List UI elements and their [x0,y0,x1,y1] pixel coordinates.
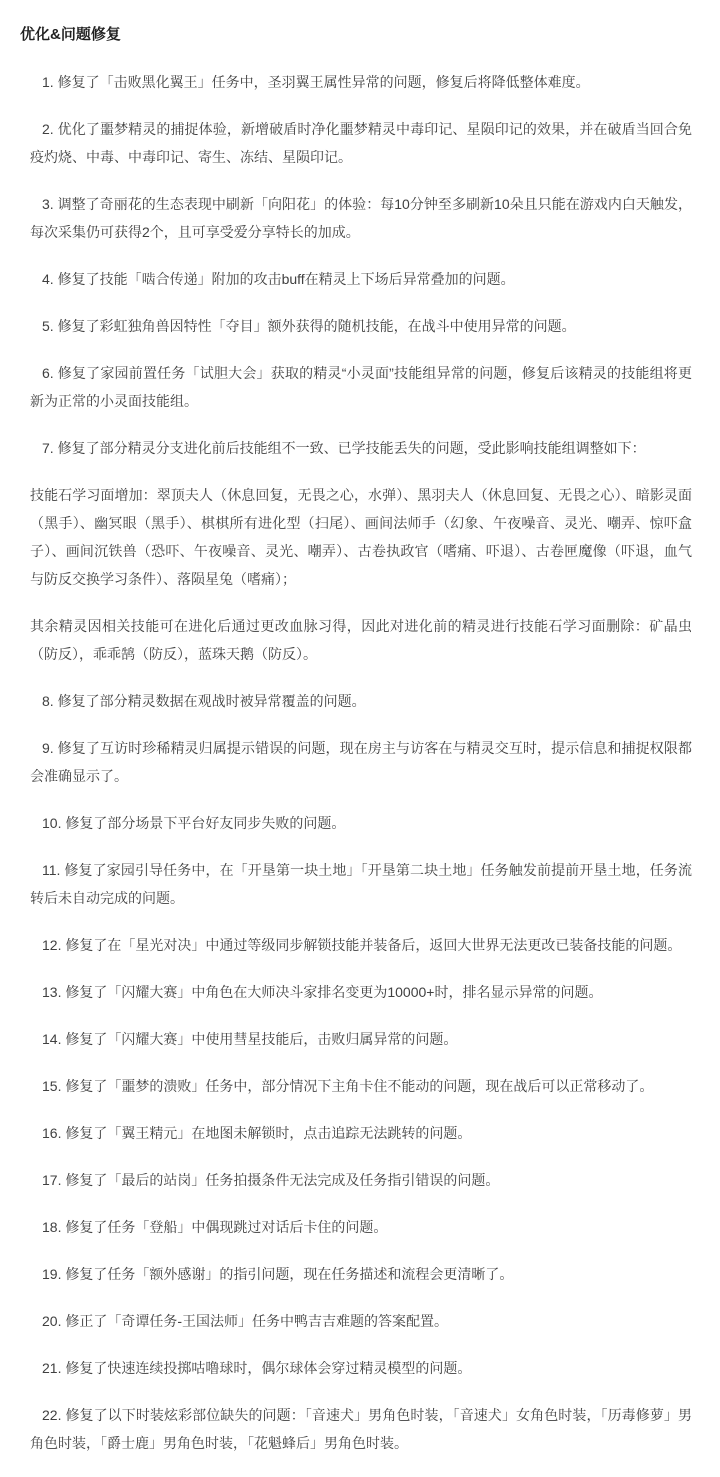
list-item [30,312,692,340]
list-item [30,1166,692,1194]
item-text: 修复了在「星光对决」中通过等级同步解锁技能并装备后，返回大世界无法更改已装备技能的问题。 [65,937,682,953]
list-item [30,190,692,246]
list-item [30,434,692,462]
item-number: 16. [42,1125,66,1141]
list-item [30,265,692,293]
item-paragraph: 技能石学习面增加：翠顶夫人（休息回复，无畏之心，水弹）、黑羽夫人（休息回复、无畏之心）、暗影灵面（黑手）、幽冥眼（黑手）、棋棋所有进化型（扫尾）、画间法师手（幻象、午夜噪音、灵光、嘲弄、惊吓盒子）、画间沉铁兽（恐吓、午夜噪音、灵光、嘲弄）、古卷执政官（嗜痛、吓退）、古卷匣魔像（吓退，血气与防反交换学习条件）、落陨星兔（嗜痛）； [30,487,692,587]
item-text: 调整了奇丽花的生态表现中刷新「向阳花」的体验：每10分钟至多刷新10朵且只能在游戏内白天触发，每次采集仍可获得2个，且可享受爱分享特长的加成。 [30,196,692,240]
item-text: 修复了快速连续投掷咕噜球时，偶尔球体会穿过精灵模型的问题。 [65,1360,472,1376]
item-text: 修复了彩虹独角兽因特性「夺目」额外获得的随机技能，在战斗中使用异常的问题。 [57,318,576,334]
item-text: 修复了「噩梦的溃败」任务中，部分情况下主角卡住不能动的问题，现在战后可以正常移动了。 [65,1078,654,1094]
item-number: 8. [42,693,58,709]
item-text: 优化了噩梦精灵的捕捉体验，新增破盾时净化噩梦精灵中毒印记、星陨印记的效果，并在破盾当回合免疫灼烧、中毒、中毒印记、寄生、冻结、星陨印记。 [30,121,692,165]
item-text: 修复了「闪耀大赛」中使用彗星技能后，击败归属异常的问题。 [65,1031,458,1047]
item-text: 修正了「奇谭任务-王国法师」任务中鸭吉吉难题的答案配置。 [65,1313,449,1329]
item-number: 22. [42,1407,66,1423]
list-item [30,734,692,790]
list-item [30,1260,692,1288]
item-text: 修复了以下时装炫彩部位缺失的问题：「音速犬」男角色时装，「音速犬」女角色时装，「历毒修萝」男角色时装，「爵士鹿」男角色时装，「花魁蜂后」男角色时装。 [30,1407,692,1451]
item-number: 6. [42,365,58,381]
item-number: 20. [42,1313,66,1329]
changelog-list [0,45,720,1477]
item-number: 10. [42,815,66,831]
item-text: 修复了互访时珍稀精灵归属提示错误的问题，现在房主与访客在与精灵交互时，提示信息和捕捉权限都会准确显示了。 [30,740,692,784]
list-item [30,1354,692,1382]
list-item [30,1025,692,1053]
list-item [30,115,692,171]
item-number: 12. [42,937,66,953]
item-number: 4. [42,271,58,287]
item-text: 修复了任务「登船」中偶现跳过对话后卡住的问题。 [65,1219,388,1235]
list-item [30,1307,692,1335]
item-number: 13. [42,984,66,1000]
list-item [30,1401,692,1457]
item-number: 5. [42,318,58,334]
item-text: 修复了部分精灵分支进化前后技能组不一致、已学技能丢失的问题，受此影响技能组调整如下： [57,440,646,456]
item-number: 14. [42,1031,66,1047]
item-text: 修复了家园前置任务「试胆大会」获取的精灵“小灵面”技能组异常的问题，修复后该精灵的技能组将更新为正常的小灵面技能组。 [30,365,692,409]
list-item [30,687,692,715]
item-text: 修复了「闪耀大赛」中角色在大师决斗家排名变更为10000+时，排名显示异常的问题。 [65,984,603,1000]
list-item [30,1213,692,1241]
item-paragraph: 其余精灵因相关技能可在进化后通过更改血脉习得，因此对进化前的精灵进行技能石学习面删除：矿晶虫（防反），乖乖鹄（防反），蓝珠天鹅（防反）。 [30,618,692,662]
item-number: 18. [42,1219,66,1235]
item-text: 修复了「翼王精元」在地图未解锁时，点击追踪无法跳转的问题。 [65,1125,472,1141]
list-item [30,1119,692,1147]
item-number: 7. [42,440,58,456]
item-number: 9. [42,740,58,756]
item-text: 修复了技能「啮合传递」附加的攻击buff在精灵上下场后异常叠加的问题。 [57,271,515,287]
item-number: 19. [42,1266,66,1282]
item-number: 3. [42,196,58,212]
item-text: 修复了「击败黑化翼王」任务中，圣羽翼王属性异常的问题，修复后将降低整体难度。 [57,74,590,90]
item-text: 修复了部分精灵数据在观战时被异常覆盖的问题。 [57,693,366,709]
item-number: 17. [42,1172,66,1188]
page-title: 优化&问题修复 [20,26,121,43]
item-number: 21. [42,1360,66,1376]
list-item [30,68,692,96]
item-text: 修复了「最后的站岗」任务拍摄条件无法完成及任务指引错误的问题。 [65,1172,500,1188]
item-number: 1. [42,74,58,90]
item-text: 修复了任务「额外感谢」的指引问题，现在任务描述和流程会更清晰了。 [65,1266,514,1282]
item-number: 11. [42,862,65,878]
list-item [30,856,692,912]
list-item [30,359,692,415]
item-number: 2. [42,121,58,137]
list-item [30,1072,692,1100]
list-item [30,978,692,1006]
item-number: 15. [42,1078,66,1094]
item-text: 修复了部分场景下平台好友同步失败的问题。 [65,815,346,831]
item-text: 修复了家园引导任务中，在「开垦第一块土地」「开垦第二块土地」任务触发前提前开垦土地，任务流转后未自动完成的问题。 [30,862,693,906]
list-item [30,809,692,837]
list-item [30,931,692,959]
